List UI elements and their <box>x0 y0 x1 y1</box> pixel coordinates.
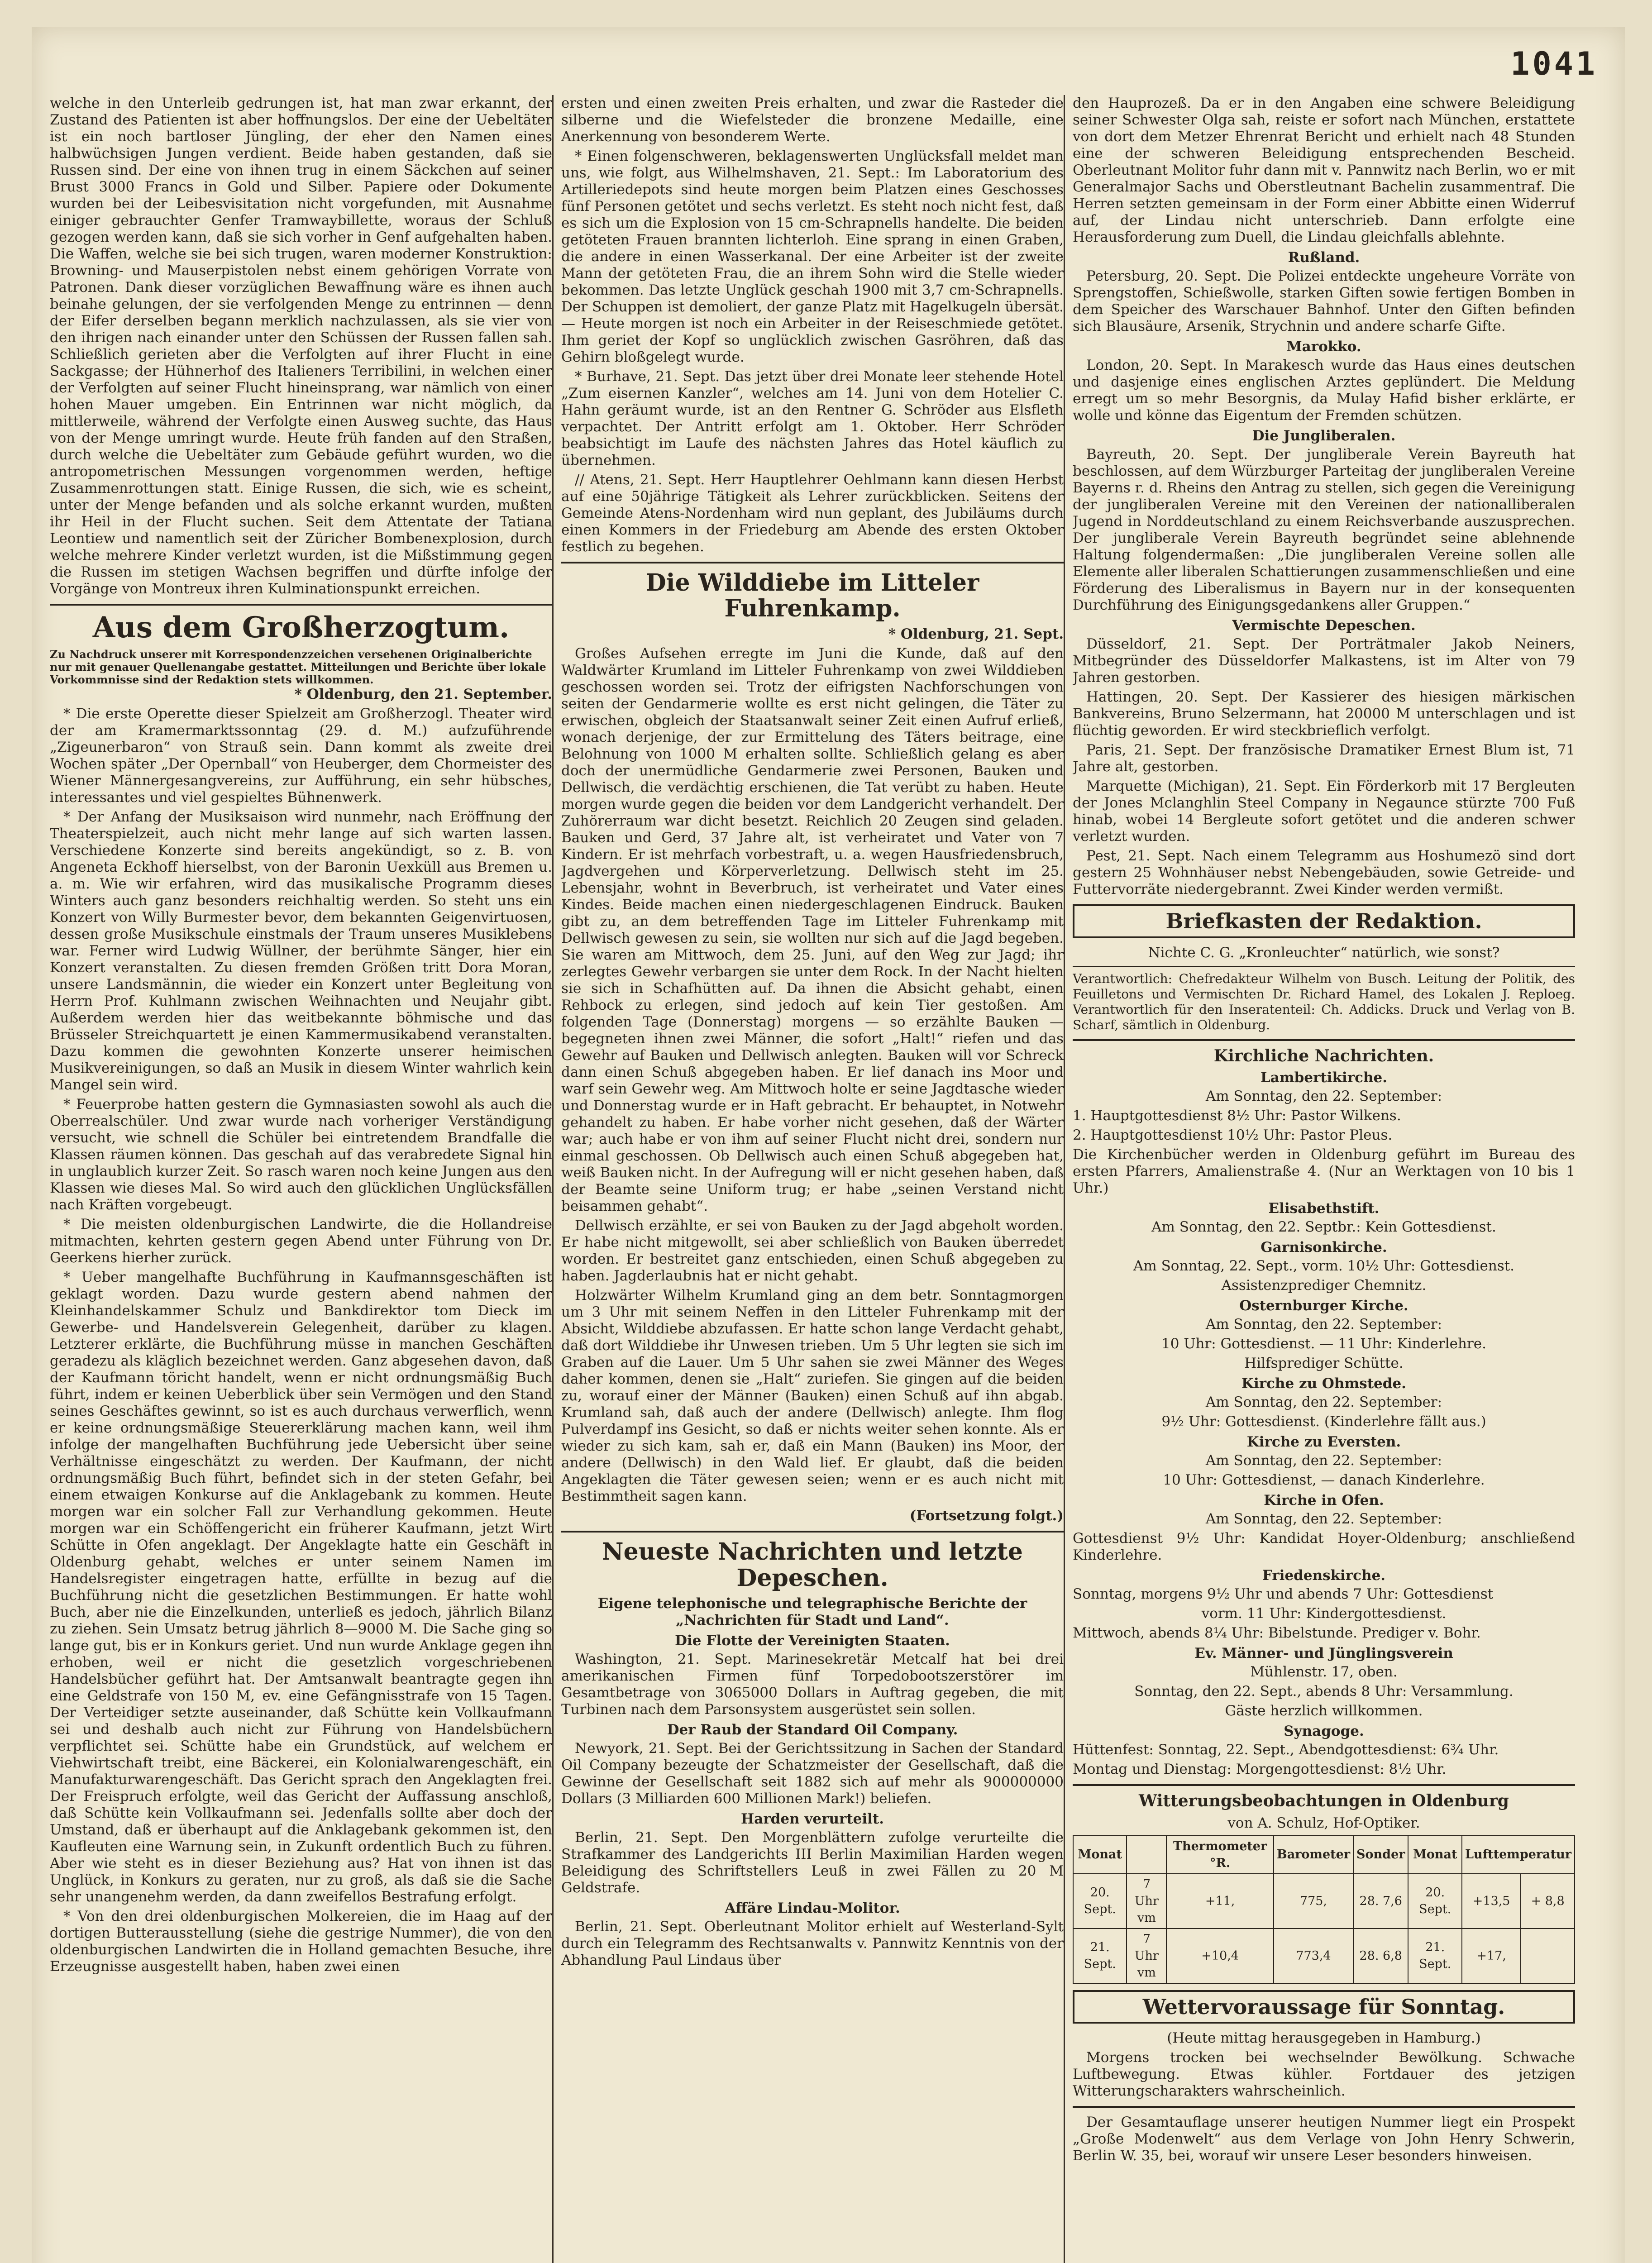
church-line: 9½ Uhr: Gottesdienst. (Kinderlehre fällt aus.) <box>1161 1413 1486 1430</box>
section-rule <box>1073 966 1575 967</box>
section-heading: Aus dem Großherzogtum. <box>92 611 510 645</box>
dispatch-text: Paris, 21. Sept. Der französische Dramatiker Ernest Blum ist, 71 Jahre alt, gestorben. <box>1073 742 1575 775</box>
table-cell: 28. 6,8 <box>1353 1929 1408 1983</box>
article-text: ersten und einen zweiten Preis erhalten, und zwar die Rasteder die silberne und die Wiefelsteder die bronzene Medaille, eine Anerkennung von besonderem Werte. <box>561 95 1064 145</box>
section-rule <box>50 604 552 606</box>
dateline: * Oldenburg, 21. Sept. <box>888 626 1064 643</box>
church-line: 10 Uhr: Gottesdienst. — 11 Uhr: Kinderlehre. <box>1161 1336 1486 1352</box>
church-line: Die Kirchenbücher werden in Oldenburg geführt im Bureau des ersten Pfarrers, Amalienstraße 4. (Nur an Werktagen von 10 bis 1 Uhr.) <box>1073 1146 1575 1197</box>
continuation-note: (Fortsetzung folgt.) <box>909 1508 1064 1524</box>
article-paragraph: * Von den drei oldenburgischen Molkereien, die im Haag auf der dortigen Butterausstellung (siehe die gestrige Nummer), die von den oldenburgischen Landwirten die in Holland gemachten Besuche, ihre Erzeugnisse ausgestellt haben, haben zwei einen <box>50 1908 552 1975</box>
church-line: Hilfsprediger Schütte. <box>1244 1355 1404 1372</box>
church-name: Kirche zu Ohmstede. <box>1241 1375 1406 1392</box>
article-paragraph: // Atens, 21. Sept. Herr Hauptlehrer Oehlmann kann diesen Herbst auf eine 50jährige Tätigkeit als Lehrer zurückblicken. Seitens der Gemeinde Atens-Nordenham wird nun geplant, des Jubiläums durch einen Kommers in der Friedeburg am Abende des ersten Oktober festlich zu begehen. <box>561 472 1064 555</box>
weather-header: Barometer <box>1274 1836 1353 1874</box>
article-heading: Die Wilddiebe im Litteler Fuhrenkamp. <box>645 569 979 623</box>
church-name: Ev. Männer- und Jünglingsverein <box>1194 1645 1453 1662</box>
church-line: Montag und Dienstag: Morgengottesdienst: 8½ Uhr. <box>1073 1761 1447 1778</box>
dispatch-text: Bayreuth, 20. Sept. Der jungliberale Verein Bayreuth hat beschlossen, auf dem Würzburger Parteitag der jungliberalen Vereine Bayerns r. d. Rheins den Antrag zu stellen, sich gegen die Vereinigung der jungliberalen Vereine mit den Vereinen der nationalliberalen Jugend in Norddeutschland zu einem Reichsverbande auszusprechen. Der jungliberale Verein Bayreuth begründet seine ablehnende Haltung folgendermaßen: „Die jungliberalen Vereine sollen alle Elemente aller liberalen Schattierungen zusammenschließen und eine Förderung des Liberalismus in Bayern nur in der konsequenten Durchführung des Einigungsgedankens aller Gruppen.“ <box>1073 446 1575 613</box>
table-row <box>1073 1929 1575 1983</box>
table-cell: 21. Sept. <box>1073 1929 1127 1983</box>
church-name: Lambertikirche. <box>1260 1069 1388 1086</box>
table-cell: 20. Sept. <box>1073 1874 1127 1929</box>
church-line: 1. Hauptgottesdienst 8½ Uhr: Pastor Wilkens. <box>1073 1108 1401 1124</box>
weather-header: Lufttemperatur <box>1462 1836 1575 1874</box>
news-heading: Neueste Nachrichten und letzte Depeschen. <box>602 1538 1023 1592</box>
church-line: vorm. 11 Uhr: Kindergottesdienst. <box>1201 1605 1447 1622</box>
church-line: Gäste herzlich willkommen. <box>1225 1703 1423 1719</box>
section-rule <box>1073 1784 1575 1786</box>
article-paragraph: * Ueber mangelhafte Buchführung in Kaufmannsgeschäften ist geklagt worden. Dazu wurde gestern abend nahmen der Kleinhandelskammer Schulz und Bankdirektor tom Dieck im Gewerbe- und Handelsverein Gelegenheit, darüber zu klagen. Letzterer erklärte, die Buchführung müsse in manchen Geschäften geradezu als kläglich bezeichnet werden. Ganz abgesehen davon, daß der Kaufmann töricht handelt, wenn er nicht ordnungsmäßig Buch führt, indem er keinen Ueberblick über sein Vermögen und den Stand seines Geschäftes gewinnt, so ist es auch durchaus verwerflich, wenn er keine ordnungsmäßige Steuererklärung machen kann, weil ihm infolge der mangelhaften Buchführung jede Uebersicht über seine Verhältnisse eingeschätzt zu werden. Der Kaufmann, der nicht ordnungsmäßig Buch führt, befindet sich in der steten Gefahr, bei einem etwaigen Konkurse auf die Anklagebank zu kommen. Heute morgen war ein solcher Fall zur Verhandlung gekommen. Heute morgen war ein Schöffengericht ein früherer Kaufmann, jetzt Wirt Schütte in Ofen angeklagt. Der Angeklagte hatte ein Geschäft in Oldenburg gehabt, welches er unter seinem Namen im Handelsregister eingetragen hatte, erfüllte in bezug auf die Buchführung nicht die gesetzlichen Bestimmungen. Er hatte wohl Buch, aber nie die Einzelkunden, unterließ es jedoch, jährlich Bilanz zu ziehen. Sein Umsatz betrug jährlich 8—9000 M. Die Sache ging so lange gut, bis er in Konkurs geriet. Und nun wurde Anklage gegen ihn erhoben, weil er nicht die gesetzlich vorgeschriebenen Handelsbücher geführt hat. Der Amtsanwalt beantragte gegen ihn eine Geldstrafe von 150 M, ev. eine Gefängnisstrafe von 15 Tagen. Der Verteidiger setzte auseinander, daß Schütte kein Vollkaufmann sei und deshalb auch nicht zur Führung von Handelsbüchern verpflichtet sei. Schütte habe ein Grundstück, auf welchem er Viehwirtschaft treibt, eine Bäckerei, ein Kolonialwarengeschäft, ein Manufakturwarengeschäft. Das Gericht sprach den Angeklagten frei. Der Freispruch erfolgte, weil das Gericht der Auffassung anschloß, daß Schütte kein Vollkaufmann sei. Jedenfalls sollte aber doch der Umstand, daß er überhaupt auf die Anklagebank gekommen ist, den Kaufleuten eine Warnung sein, in Zukunft ordentlich Buch zu führen. Aber wie steht es in dieser Beziehung aus? Hat von ihnen ist das Unglück, in Konkurs zu geraten, nur zu groß, als daß sie die Sache sehr unangenehm werden, da dann zweifellos Bestrafung erfolgt. <box>50 1269 552 1905</box>
column-2 <box>561 95 1064 2263</box>
church-line: Am Sonntag, den 22. September: <box>1205 1394 1442 1411</box>
forecast-box <box>1073 1990 1575 2024</box>
table-cell: 28. 7,6 <box>1353 1874 1408 1929</box>
church-line: Am Sonntag, 22. Sept., vorm. 10½ Uhr: Gottesdienst. <box>1133 1258 1515 1275</box>
news-subtitle: Eigene telephonische und telegraphische Berichte der „Nachrichten für Stadt und Land“. <box>597 1595 1027 1628</box>
section-rule <box>561 1531 1064 1533</box>
church-line: Am Sonntag, den 22. September: <box>1205 1088 1442 1105</box>
section-rule <box>1073 1039 1575 1041</box>
church-name: Friedenskirche. <box>1262 1567 1386 1584</box>
section-rule <box>561 562 1064 563</box>
church-name: Osternburger Kirche. <box>1239 1298 1408 1314</box>
article-paragraph: Dellwisch erzählte, er sei von Bauken zu der Jagd abgeholt worden. Er habe nicht mitgewollt, sei aber schließlich von Bauken überredet worden. Er bestreitet ganz entschieden, einen Schuß abgegeben zu haben. Jagderlaubnis hat er nicht gehabt. <box>561 1217 1064 1284</box>
weather-header: Thermometer °R. <box>1166 1836 1274 1874</box>
table-row <box>1073 1874 1575 1929</box>
weather-title: Witterungsbeobachtungen in Oldenburg <box>1139 1791 1509 1811</box>
dispatch-title: Die Jungliberalen. <box>1252 428 1396 444</box>
article-paragraph: * Burhave, 21. Sept. Das jetzt über drei Monate leer stehende Hotel „Zum eisernen Kanzler“, welches am 14. Juni von dem Hotelier C. Hahn geräumt wurde, ist an den Rentner G. Schröder aus Elsfleth verpachtet. Der Antritt erfolgt am 1. Oktober. Herr Schröder beabsichtigt im Laufe des nächsten Jahres das Hotel käuflich zu übernehmen. <box>561 368 1064 468</box>
article-paragraph: * Einen folgenschweren, beklagenswerten Unglücksfall meldet man uns, wie folgt, aus Wilhelmshaven, 21. Sept.: Im Laboratorium des Artilleriedepots sind heute morgen beim Platzen eines Geschosses fünf Personen getötet und sechs verletzt. Es steht noch nicht fest, daß es sich um die Explosion von 15 cm-Schrapnells handelte. Die beiden getöteten Frauen brannten lichterloh. Eine sprang in einen Graben, die andere in einen Wasserkanal. Der eine Arbeiter ist der zweite Mann der getöteten Frau, die an ihrem Sohn wird die Stelle wieder bekommen. Das letzte Unglück geschah 1900 mit 3,7 cm-Schrapnells. Der Schuppen ist demoliert, der ganze Platz mit Hagelkugeln übersät. — Heute morgen ist noch ein Arbeiter in der Reiseschmiede getötet. Ihm geriet der Kopf so unglücklich zwischen Gasröhren, daß das Gehirn bloßgelegt wurde. <box>561 148 1064 365</box>
table-cell: +13,5 <box>1462 1874 1521 1929</box>
reprint-notice: Zu Nachdruck unserer mit Korrespondenzzeichen versehenen Originalberichte nur mit genauer Quellenangabe gestattet. Mitteilungen und Berichte über lokale Vorkommnisse sind der Redaktion stets willkommen. <box>50 648 546 687</box>
dispatch-text: Berlin, 21. Sept. Den Morgenblättern zufolge verurteilte die Strafkammer des Landgerichts III Berlin Maximilian Harden wegen Beleidigung des Schriftstellers Leuß in zwei Fällen zu 20 M Geldstrafe. <box>561 1829 1064 1896</box>
dispatch-title: Affäre Lindau-Molitor. <box>725 1900 900 1916</box>
article-paragraph: Großes Aufsehen erregte im Juni die Kunde, daß auf den Waldwärter Krumland im Litteler Fuhrenkamp von zwei Wilddieben geschossen worden sei. Trotz der eifrigsten Nachforschungen von seiten der Gendarmerie wollte es erst nicht gelingen, die Täter zu erwischen, obgleich der Staatsanwalt seiner Zeit einen Aufruf erließ, wonach derjenige, der zur Ermittelung des Täters beitrage, eine Belohnung von 1000 M erhalten sollte. Schließlich gelang es aber doch der unermüdliche Gendarmerie zwei Personen, Bauken und Dellwisch, die verdächtig erschienen, die Tat verübt zu haben. Heute morgen wurde gegen die beiden vor dem Landgericht verhandelt. Der Zuhörerraum war dicht besetzt. Reichlich 20 Zeugen sind geladen. Bauken und Gerd, 37 Jahre alt, ist verheiratet und Vater von 7 Kindern. Er ist mehrfach vorbestraft, u. a. wegen Hausfriedensbruch, Jagdvergehen und Körperverletzung. Dellwisch steht im 25. Lebensjahr, wohnt in Beverbruch, ist verheiratet und Vater eines Kindes. Beide machen einen niedergeschlagenen Eindruck. Bauken gibt zu, an dem betreffenden Tage im Litteler Fuhrenkamp mit Dellwisch gewesen zu sein, sie wollten nur sich auf die Jagd begeben. Sie waren am Mittwoch, dem 25. Juni, auf den Weg zur Jagd; ihr zerlegtes Gewehr verbargen sie unter dem Rock. In der Nacht hielten sie sich in Schafhütten auf. Da ihnen die Absicht gehabt, einen Rehbock zu erlegen, sind jedoch auf kein Tier gestoßen. Am folgenden Tage (Donnerstag) morgens — so erzählte Bauken — begegneten ihnen zwei Männer, die sofort „Halt!“ riefen und das Gewehr auf Bauken und Dellwisch anlegten. Bauken will vor Schreck dann einen Schuß abgegeben haben. Er lief danach ins Moor und warf sein Gewehr weg. Am Mittwoch holte er seine Jagdtasche wieder und Donnerstag wurde er in Haft gebracht. Er behauptet, in Notwehr gehandelt zu haben. Er habe vorher nicht gesehen, daß der Wärter war; auch habe er von ihm auf seiner Flucht nicht drei, sondern nur einmal geschossen. Ob Dellwisch auch einen Schuß abgegeben hat, weiß Bauken nicht. In der Aufregung will er nicht gesehen haben, daß der Beamte seine Uniform trug; er habe „seinen Verstand nicht beisammen gehabt“. <box>561 645 1064 1215</box>
church-line: Am Sonntag, den 22. September: <box>1205 1511 1442 1528</box>
dispatch-title: Harden verurteilt. <box>740 1810 884 1827</box>
weather-header: Monat <box>1408 1836 1461 1874</box>
page-number: 1041 <box>1510 45 1598 82</box>
column-rule <box>552 95 554 2263</box>
dispatch-text: Hattingen, 20. Sept. Der Kassierer des hiesigen märkischen Bankvereins, Bruno Selzermann, hat 20000 M unterschlagen und ist flüchtig geworden. Er wird steckbrieflich verfolgt. <box>1073 689 1575 739</box>
table-cell: 775, <box>1274 1874 1353 1929</box>
table-cell: 773,4 <box>1274 1929 1353 1983</box>
imprint: Verantwortlich: Chefredakteur Wilhelm von Busch. Leitung der Politik, des Feuilletons und Vermischten Dr. Richard Hamel, des Lokalen J. Reploeg. Verantwortlich für den Inseratenteil: Ch. Addicks. Druck und Verlag von B. Scharf, sämtlich in Oldenburg. <box>1073 971 1575 1032</box>
table-cell: 7 Uhr vm <box>1127 1874 1166 1929</box>
table-cell <box>1521 1929 1575 1983</box>
article-paragraph: * Die erste Operette dieser Spielzeit am Großherzogl. Theater wird der am Kramermarktssonntag (29. d. M.) aufzuführende „Zigeunerbaron“ von Strauß sein. Dann kommt als zweite drei Wochen später „Der Opernball“ von Heuberger, dem Chormeister des Wiener Männergesangvereins, zur Aufführung, ein sehr hübsches, interessantes und viel gespieltes Bühnenwerk. <box>50 706 552 806</box>
table-cell: +17, <box>1462 1929 1521 1983</box>
dispatch-title: Rußland. <box>1288 249 1360 266</box>
dispatch-text: Düsseldorf, 21. Sept. Der Porträtmaler Jakob Neiners, Mitbegründer des Düsseldorfer Malkastens, ist im Alter von 79 Jahren gestorben. <box>1073 636 1575 686</box>
church-line: 10 Uhr: Gottesdienst, — danach Kinderlehre. <box>1163 1472 1485 1489</box>
forecast-text: Morgens trocken bei wechselnder Bewölkung. Schwache Luftbewegung. Etwas kühler. Fortdauer des jetzigen Witterungscharakters wahrscheinlich. <box>1073 2049 1575 2100</box>
dispatch-text: Newyork, 21. Sept. Bei der Gerichtssitzung in Sachen der Standard Oil Company bezeugte der Schatzmeister der Gesellschaft, daß die Gewinne der Gesellschaft seit 1882 sich auf mehr als 900000000 Dollars (3 Milliarden 600 Millionen Mark!) beliefen. <box>561 1740 1064 1807</box>
weather-subtitle: von A. Schulz, Hof-Optiker. <box>1227 1814 1420 1831</box>
dispatch-text: Petersburg, 20. Sept. Die Polizei entdeckte ungeheure Vorräte von Sprengstoffen, Schießwolle, starken Giften sowie fertigen Bomben in dem Speicher des Warschauer Bahnhof. Unter den Giften befinden sich Blausäure, Arsenik, Strychnin und andere scharfe Gifte. <box>1073 268 1575 334</box>
church-name: Elisabethstift. <box>1268 1200 1380 1217</box>
mailbox-box <box>1073 904 1575 938</box>
church-line: Am Sonntag, den 22. September: <box>1205 1316 1442 1333</box>
newspaper-page <box>32 27 1625 2263</box>
article-paragraph: * Die meisten oldenburgischen Landwirte, die die Hollandreise mitmachten, kehrten gestern gegen Abend unter Führung von Dr. Geerkens hierher zurück. <box>50 1216 552 1266</box>
church-line: Sonntag, morgens 9½ Uhr und abends 7 Uhr: Gottesdienst <box>1073 1586 1494 1603</box>
article-text: welche in den Unterleib gedrungen ist, hat man zwar erkannt, der Zustand des Patienten ist aber hoffnungslos. Der eine der Uebeltäter ist ein noch bartloser Jüngling, der eher den Namen eines halbwüchsigen Jungen verdient. Beide haben gestanden, daß sie Russen sind. Der eine von ihnen trug in einem Säckchen auf seiner Brust 3000 Francs in Gold und Silber. Papiere oder Dokumente wurden bei der Leibesvisitation nicht vorgefunden, mit Ausnahme einiger gebrauchter Genfer Tramwaybillette, woraus der Schluß gezogen werden kann, daß sie sich vorher in Genf aufgehalten haben. Die Waffen, welche sie bei sich trugen, waren moderner Konstruktion: Browning- und Mauserpistolen nebst einem gehörigen Vorrate von Patronen. Dank dieser vorzüglichen Bewaffnung wäre es ihnen auch beinahe gelungen, der sie verfolgenden Menge zu entrinnen — denn der Eifer derselben begann merklich nachzulassen, als sie vier von den ihrigen nach einander unter den Schüssen der Russen fallen sah. Schließlich gerieten aber die Verfolgten auf ihrer Flucht in eine Sackgasse; der Hühnerhof des Italieners Terribilini, in welchen einer der Verfolgten auf seiner Flucht hineinsprang, war nämlich von einer hohen Mauer umgeben. Ein Entrinnen war nicht möglich, da mittlerweile, während der Verfolgte einen Ausweg suchte, das Haus von der Menge umringt wurde. Heute früh fanden auf den Straßen, durch welche die Uebeltäter zum Gebäude geführt wurden, wo die antropometrischen Messungen vorgenommen werden, heftige Zusammenrottungen statt. Einige Russen, die sich, wie es scheint, unter der Menge befanden und als solche erkannt wurden, mußten ihr Heil in der Flucht suchen. Seit dem Attentate der Tatiana Leontiew und namentlich seit der Züricher Bombenexplosion, durch welche mehrere Kinder verletzt wurden, ist die Mißstimmung gegen die Russen im stetigen Wachsen begriffen und dürfte infolge der Vorgänge von Montreux ihren Kulminationspunkt erreichen. <box>50 95 552 597</box>
dispatch-title: Marokko. <box>1286 339 1361 355</box>
column-rule <box>1064 95 1065 2263</box>
table-cell: +11, <box>1166 1874 1274 1929</box>
dispatch-text: Berlin, 21. Sept. Oberleutnant Molitor erhielt auf Westerland-Sylt durch ein Telegramm des Rechtsanwalts v. Pannwitz Kenntnis von der Abhandlung Paul Lindaus über <box>561 1918 1064 1968</box>
dispatch-title: Der Raub der Standard Oil Company. <box>667 1721 958 1738</box>
dispatch-text: Washington, 21. Sept. Marinesekretär Metcalf hat bei drei amerikanischen Firmen fünf Torpedobootszerstörer im Gesamtbetrage von 3065000 Dollars in Auftrag gegeben, die mit Turbinen nach dem Parsonsystem ausgerüstet sein sollen. <box>561 1651 1064 1718</box>
table-cell: +10,4 <box>1166 1929 1274 1983</box>
column-1 <box>50 95 552 2263</box>
church-name: Kirche zu Eversten. <box>1246 1434 1401 1451</box>
weather-header: Monat <box>1073 1836 1127 1874</box>
church-title: Kirchliche Nachrichten. <box>1213 1046 1434 1065</box>
church-line: 2. Hauptgottesdienst 10½ Uhr: Pastor Pleus. <box>1073 1127 1393 1144</box>
table-cell: 21. Sept. <box>1408 1929 1461 1983</box>
article-paragraph: * Der Anfang der Musiksaison wird nunmehr, nach Eröffnung der Theaterspielzeit, auch nicht mehr lange auf sich warten lassen. Verschiedene Konzerte sind bereits angekündigt, so z. B. von Angeneta Eckhoff hierselbst, von der Baronin Uexküll aus Bremen u. a. m. Wie wir erfahren, wird das musikalische Programm dieses Winters auch ganz besonders reichhaltig werden. So steht uns ein Konzert von Willy Burmester bevor, dem bekannten Geigenvirtuosen, dessen große Musikschule einstmals der Traum unseres Musiklebens war. Ferner wird Ludwig Wüllner, der berühmte Sänger, hier ein Konzert veranstalten. Zu diesen fremden Größen tritt Dora Moran, unsere Landsmännin, die wieder ein Konzert unter Begleitung von Herrn Prof. Kuhlmann zwischen Weihnachten und Neujahr gibt. Außerdem werden hier das weitbekannte böhmische und das Brüsseler Streichquartett je einen Kammermusikabend veranstalten. Dazu kommen die gewohnten Konzerte unserer heimischen Musikvereinigungen, so daß an Musik in diesem Winter wahrlich kein Mangel sein wird. <box>50 809 552 1093</box>
church-name: Kirche in Ofen. <box>1264 1492 1384 1509</box>
church-line: Gottesdienst 9½ Uhr: Kandidat Hoyer-Oldenburg; anschließend Kinderlehre. <box>1073 1530 1575 1564</box>
dispatch-title: Vermischte Depeschen. <box>1232 617 1416 634</box>
supplement-notice: Der Gesamtauflage unserer heutigen Nummer liegt ein Prospekt „Große Modenwelt“ aus dem Verlage von John Henry Schwerin, Berlin W. 35, bei, worauf wir unsere Leser besonders hinweisen. <box>1073 2114 1575 2164</box>
article-text: den Hauprozeß. Da er in den Angaben eine schwere Beleidigung seiner Schwester Olga sah, reiste er sofort nach München, erstattete von dort dem Metzer Ehrenrat Bericht und erhielt nach 48 Stunden eine der schweren Beleidigung entsprechenden Bescheid. Oberleutnant Molitor fuhr dann mit v. Pannwitz nach Berlin, wo er mit Generalmajor Sachs und Oberstleutnant Bachelin zusammentraf. Die Herren setzten gemeinsam in der Form einer Abbitte einen Widerruf auf, der Lindau nicht unterschrieb. Dann erfolgte eine Herausforderung zum Duell, die Lindau gleichfalls ablehnte. <box>1073 95 1575 245</box>
mailbox-title: Briefkasten der Redaktion. <box>1165 909 1482 933</box>
dispatch-text: Marquette (Michigan), 21. Sept. Ein Förderkorb mit 17 Bergleuten der Jones Mclanghlin Steel Company in Negaunce stürzte 700 Fuß hinab, wobei 14 Bergleute sofort getötet und die anderen schwer verletzt wurden. <box>1073 778 1575 845</box>
table-cell: 7 Uhr vm <box>1127 1929 1166 1983</box>
church-notices <box>1073 1047 1575 1778</box>
weather-header <box>1127 1836 1166 1874</box>
dispatch-text: Pest, 21. Sept. Nach einem Telegramm aus Hoshumezö sind dort gestern 25 Wohnhäuser nebst Nebengebäuden, sowie Getreide- und Futtervorräte niedergebrannt. Zwei Kinder werden vermißt. <box>1073 848 1575 898</box>
church-line: Assistenzprediger Chemnitz. <box>1221 1277 1427 1294</box>
dispatch-text: London, 20. Sept. In Marakesch wurde das Haus eines deutschen und dasjenige eines englischen Arztes geplündert. Die Meldung erregt um so mehr Besorgnis, da Mulay Hafid bisher erklärte, er wolle und könne das Eigentum der Fremden schützen. <box>1073 357 1575 424</box>
church-line: Am Sonntag, den 22. Septbr.: Kein Gottesdienst. <box>1151 1219 1496 1236</box>
weather-table <box>1073 1835 1575 1984</box>
table-cell: 20. Sept. <box>1408 1874 1461 1929</box>
column-3 <box>1073 95 1575 2263</box>
dispatch-title: Die Flotte der Vereinigten Staaten. <box>675 1632 950 1649</box>
mailbox-text: Nichte C. G. „Kronleuchter“ natürlich, wie sonst? <box>1148 944 1500 961</box>
forecast-note: (Heute mittag herausgegeben in Hamburg.) <box>1167 2030 1481 2047</box>
church-name: Garnisonkirche. <box>1260 1239 1387 1256</box>
forecast-title: Wettervoraussage für Sonntag. <box>1142 1994 1505 2019</box>
weather-header: Sonder <box>1353 1836 1408 1874</box>
church-line: Am Sonntag, den 22. September: <box>1205 1452 1442 1469</box>
dateline: * Oldenburg, den 21. September. <box>294 686 552 703</box>
church-line: Mittwoch, abends 8¼ Uhr: Bibelstunde. Prediger v. Bohr. <box>1073 1625 1481 1642</box>
article-paragraph: * Feuerprobe hatten gestern die Gymnasiasten sowohl als auch die Oberrealschüler. Und zwar wurde nach vorheriger Verständigung versucht, wie schnell die Schüler bei eintretendem Brandfalle die Klassen räumen können. Das geschah auf das verabredete Signal hin in unglaublich kurzer Zeit. So rasch waren noch keine Jungen aus den Klassen wie dieses Mal. So wird auch den glücklichen Unglücksfällen nach Kräften vorgebeugt. <box>50 1096 552 1213</box>
table-cell: + 8,8 <box>1521 1874 1575 1929</box>
church-line: Hüttenfest: Sonntag, 22. Sept., Abendgottesdienst: 6¾ Uhr. <box>1073 1742 1499 1758</box>
section-rule <box>1073 2106 1575 2108</box>
church-line: Mühlenstr. 17, oben. <box>1250 1664 1398 1681</box>
article-paragraph: Holzwärter Wilhelm Krumland ging an dem betr. Sonntagmorgen um 3 Uhr mit seinem Neffen in den Litteler Fuhrenkamp mit der Absicht, Wilddiebe abzufassen. Er hatte schon lange Verdacht gehabt, daß dort Wilddiebe ihr Unwesen trieben. Um 5 Uhr legten sie sich im Graben auf die Lauer. Um 5 Uhr sahen sie zwei Männer des Weges daher kommen, denen sie „Halt“ zuriefen. Sie gingen auf die beiden zu, worauf einer der Männer (Bauken) einen Schuß auf ihn abgab. Krumland sah, daß auch der andere (Dellwisch) anlegte. Ihm flog Pulverdampf ins Gesicht, so daß er nichts weiter sehen konnte. Als er wieder zu sich kam, sah er, daß ein Mann (Bauken) ins Moor, der andere (Dellwisch) in den Wald lief. Er glaubt, daß die beiden Angeklagten die Täter gewesen seien; wenn er es auch nicht mit Bestimmtheit sagen kann. <box>561 1287 1064 1505</box>
church-line: Sonntag, den 22. Sept., abends 8 Uhr: Versammlung. <box>1134 1683 1514 1700</box>
church-name: Synagoge. <box>1284 1723 1364 1740</box>
